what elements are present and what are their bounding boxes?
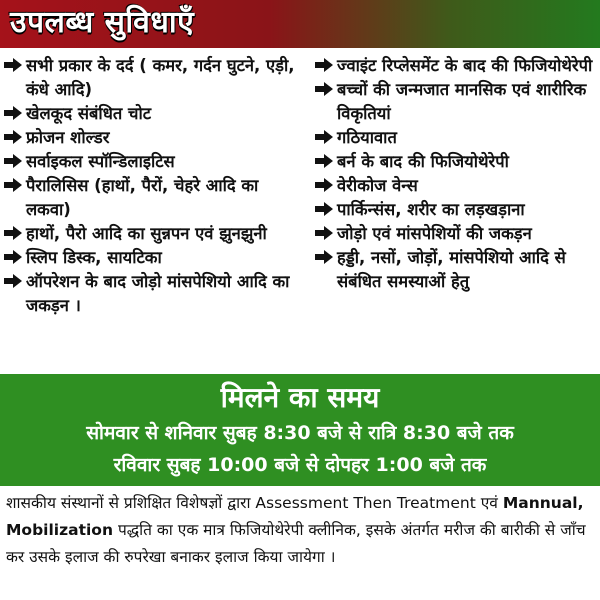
facility-item: खेलकूद संबंधित चोट (4, 102, 304, 126)
arrow-right-icon (315, 226, 333, 240)
arrow-right-icon (315, 250, 333, 264)
facility-item: वेरीकोज वेन्स (315, 174, 597, 198)
description-bold: Mannual, Mobilization (6, 494, 584, 539)
arrow-right-icon (315, 202, 333, 216)
facility-item: पैरालिसिस (हाथों, पैरों, चेहरे आदि का लकवा) (4, 174, 304, 222)
facilities-section (0, 54, 600, 366)
description-part2: पद्धति का एक मात्र फिजियोथेरेपी क्लीनिक, इसके अंतर्गत मरीज की बारीकी से जाँच कर उसके इलाज की रुपरेखा बनाकर इलाज किया जायेगा । (6, 521, 586, 566)
facility-item: जोड़ो एवं मांसपेशियों की जकड़न (315, 222, 597, 246)
arrow-right-icon (4, 274, 22, 288)
facility-item: हाथों, पैरो आदि का सुन्नपन एवं झुनझुनी (4, 222, 304, 246)
facility-item: हड्डी, नसों, जोड़ों, मांसपेशियो आदि से संबंधित समस्याओं हेतु (315, 246, 597, 294)
facility-item: ज्वाइंट रिप्लेसमेंट के बाद की फिजियोथेरेपी (315, 54, 597, 78)
facility-item: फ्रोजन शोल्डर (4, 126, 304, 150)
timings-title: मिलने का समय (220, 381, 380, 414)
timings-banner (0, 374, 600, 486)
weekday-hours: सोमवार से शनिवार सुबह 8:30 बजे से रात्रि 8:30 बजे तक (86, 422, 514, 444)
arrow-right-icon (315, 178, 333, 192)
arrow-right-icon (4, 58, 22, 72)
arrow-right-icon (4, 154, 22, 168)
facility-item: बर्न के बाद की फिजियोथेरेपी (315, 150, 597, 174)
page-title: उपलब्ध सुविधाएँ (10, 5, 195, 40)
arrow-right-icon (315, 154, 333, 168)
description-part1: शासकीय संस्थानों से प्रशिक्षित विशेषज्ञों द्वारा Assessment Then Treatment एवं (6, 494, 498, 512)
facility-item: सभी प्रकार के दर्द ( कमर, गर्दन घुटने, एड़ी, कंधे आदि) (4, 54, 304, 102)
sunday-hours: रविवार सुबह 10:00 बजे से दोपहर 1:00 बजे तक (113, 454, 487, 476)
arrow-right-icon (315, 82, 333, 96)
facility-item: गठियावात (315, 126, 597, 150)
facility-item: पार्किन्संस, शरीर का लड़खड़ाना (315, 198, 597, 222)
facility-item: स्लिप डिस्क, सायटिका (4, 246, 304, 270)
facility-item: ऑपरेशन के बाद जोड़ो मांसपेशियो आदि का जकड़न । (4, 270, 304, 318)
arrow-right-icon (4, 226, 22, 240)
facilities-right-column (315, 54, 597, 294)
facility-item: सर्वाइकल स्पॉन्डिलाइटिस (4, 150, 304, 174)
arrow-right-icon (4, 178, 22, 192)
arrow-right-icon (315, 58, 333, 72)
facility-item: बच्चों की जन्मजात मानसिक एवं शारीरिक विकृतियां (315, 78, 597, 126)
arrow-right-icon (315, 130, 333, 144)
header-banner (0, 0, 600, 48)
clinic-description (6, 490, 596, 571)
arrow-right-icon (4, 130, 22, 144)
arrow-right-icon (4, 250, 22, 264)
facilities-left-column (4, 54, 304, 318)
arrow-right-icon (4, 106, 22, 120)
